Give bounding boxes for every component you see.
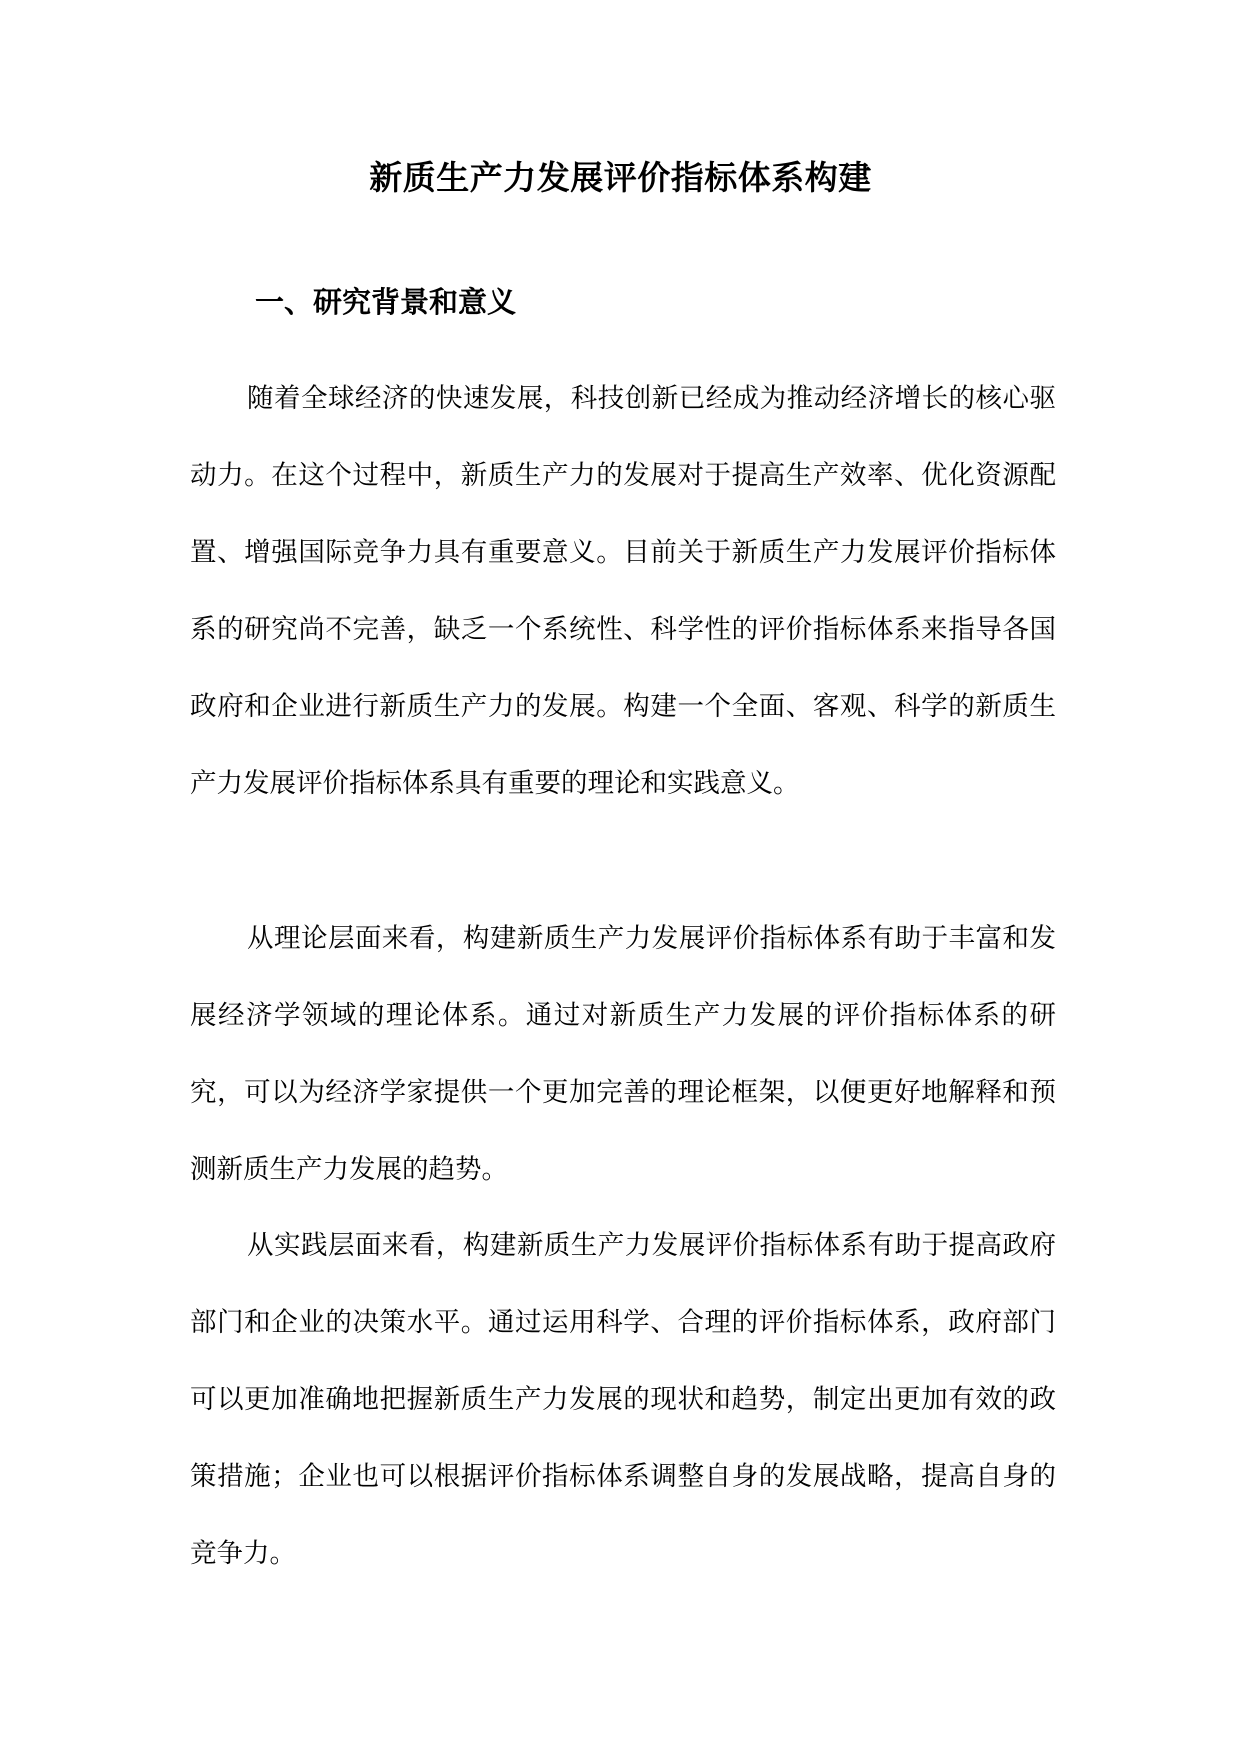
paragraph-theoretical-significance: 从理论层面来看，构建新质生产力发展评价指标体系有助于丰富和发展经济学领域的理论体系。通过对新质生产力发展的评价指标体系的研究，可以为经济学家提供一个更加完善的理论框架，以便更好地解释和预测新质生产力发展的趋势。 [190, 923, 1056, 1185]
section-heading: 一、研究背景和意义 [255, 285, 517, 319]
paragraph-practical-significance: 从实践层面来看，构建新质生产力发展评价指标体系有助于提高政府部门和企业的决策水平。通过运用科学、合理的评价指标体系，政府部门可以更加准确地把握新质生产力发展的现状和趋势，制定出更加有效的政策措施；企业也可以根据评价指标体系调整自身的发展战略，提高自身的竞争力。 [190, 1230, 1056, 1569]
document-title: 新质生产力发展评价指标体系构建 [369, 158, 872, 197]
paragraph-background: 随着全球经济的快速发展，科技创新已经成为推动经济增长的核心驱动力。在这个过程中，新质生产力的发展对于提高生产效率、优化资源配置、增强国际竞争力具有重要意义。目前关于新质生产力发展评价指标体系的研究尚不完善，缺乏一个系统性、科学性的评价指标体系来指导各国政府和企业进行新质生产力的发展。构建一个全面、客观、科学的新质生产力发展评价指标体系具有重要的理论和实践意义。 [190, 383, 1056, 799]
